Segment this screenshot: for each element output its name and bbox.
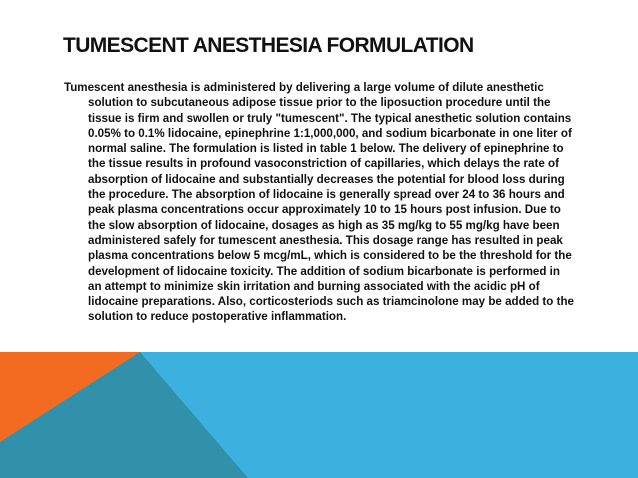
slide-title: TUMESCENT ANESTHESIA FORMULATION [63,34,474,57]
slide-body-paragraph: Tumescent anesthesia is administered by delivering a large volume of dilute anesthetic solution to subcutaneous adipose tissue prior to the liposuction procedure until the tissue is firm and swollen or truly "tumescent". The typical anesthetic solution contains 0.05% to 0.1% lidocaine, epinephrine 1:1,000,000, and sodium bicarbonate in one liter of normal saline. The formulation is listed in table 1 below. The delivery of epinephrine to the tissue results in profound vasoconstriction of capillaries, which delays the rate of absorption of lidocaine and substantially decreases the potential for blood loss during the procedure. The absorption of lidocaine is generally spread over 24 to 36 hours and peak plasma concentrations occur approximately 10 to 15 hours post infusion. Due to the slow absorption of lidocaine, dosages as high as 35 mg/kg to 55 mg/kg have been administered safely for tumescent anesthesia. This dosage range has resulted in peak plasma concentrations below 5 mcg/mL, which is considered to be the threshold for the development of lidocaine toxicity. The addition of sodium bicarbonate is performed in an attempt to minimize skin irritation and burning associated with the acidic pH of lidocaine preparations. Also, corticosteriods such as triamcinolone may be added to the solution to reduce postoperative inflammation. [64,81,574,324]
